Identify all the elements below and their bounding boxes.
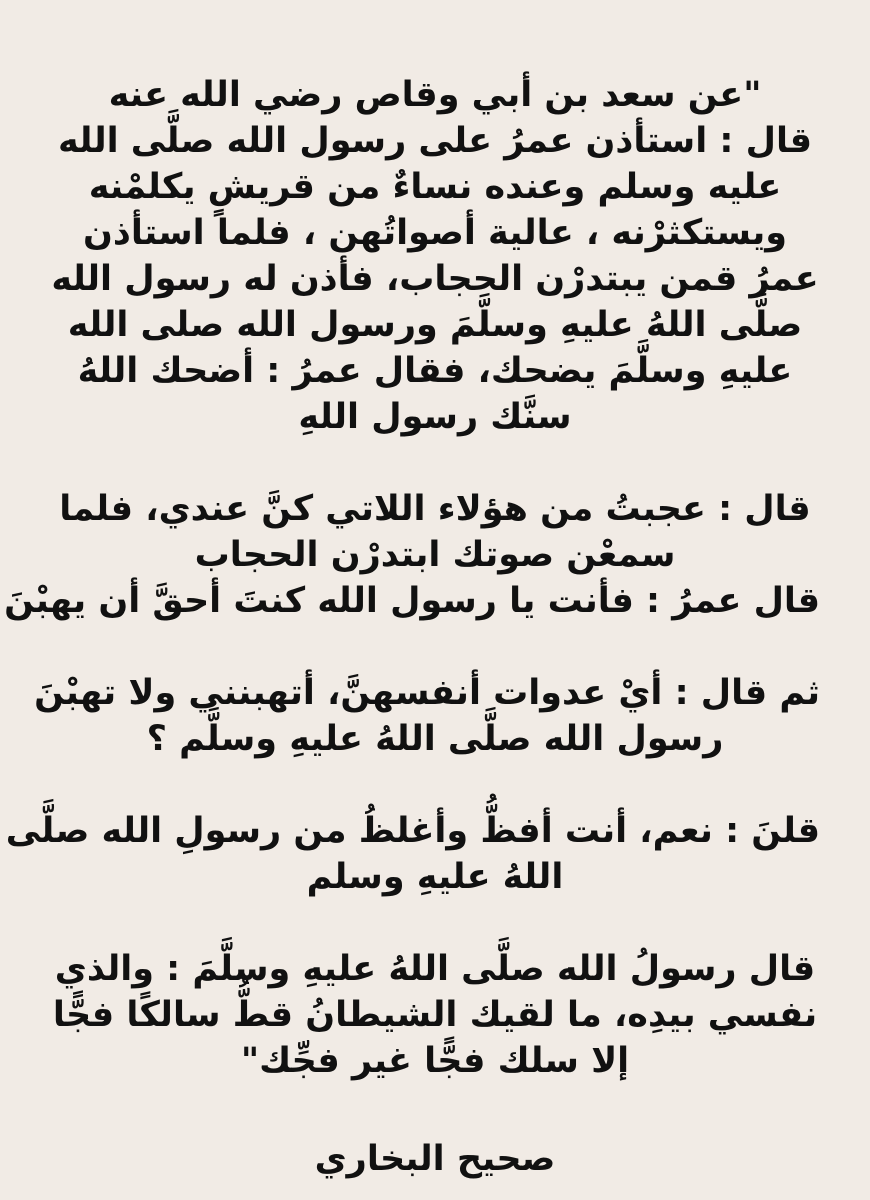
text-line: قال رسولُ الله صلَّى اللهُ عليهِ وسلَّمَ : والذي bbox=[54, 949, 816, 989]
text-line: سمعْن صوتك ابتدرْن الحجاب bbox=[194, 535, 676, 575]
hadith-paragraph-3 bbox=[34, 670, 820, 762]
text-line: سنَّك رسول اللهِ bbox=[298, 397, 572, 437]
text-line: ويستكثرْنه ، عالية أصواتُهن ، فلما استأذن bbox=[83, 213, 787, 253]
text-line: قال عمرُ : فأنت يا رسول الله كنتَ أحقَّ أن يهبْنَ bbox=[4, 581, 820, 621]
text-line: عمرُ قمن يبتدرْن الحجاب، فأذن له رسول الله bbox=[51, 259, 819, 299]
hadith-paragraph-2 bbox=[4, 486, 820, 624]
text-line: ثم قال : أيْ عدوات أنفسهنَّ، أتهبنني ولا تهبْنَ bbox=[34, 673, 820, 713]
hadith-paragraph-5 bbox=[50, 946, 820, 1084]
text-line: قال : عجبتُ من هؤلاء اللاتي كنَّ عندي، فلما bbox=[59, 489, 811, 529]
text-line: اللهُ عليهِ وسلم bbox=[306, 857, 564, 897]
text-line: عليهِ وسلَّمَ يضحك، فقال عمرُ : أضحك اللهُ bbox=[77, 351, 793, 391]
source-citation: صحيح البخاري bbox=[314, 1139, 556, 1179]
hadith-paragraph-1 bbox=[50, 72, 820, 440]
text-line: عليه وسلم وعنده نساءٌ من قريشٍ يكلمْنه bbox=[88, 167, 782, 207]
text-line: إلا سلك فجًّا غير فجِّك" bbox=[240, 1041, 630, 1081]
text-line: قلنَ : نعم، أنت أفظُّ وأغلظُ من رسولِ الله صلَّى bbox=[5, 811, 820, 851]
hadith-paragraph-4 bbox=[5, 808, 820, 900]
text-line: "عن سعد بن أبي وقاص رضي الله عنه bbox=[108, 75, 762, 115]
text-line: قال : استأذن عمرُ على رسول الله صلَّى الله bbox=[57, 121, 813, 161]
text-line: نفسي بيدِه، ما لقيك الشيطانُ قطُّ سالكًا فجًّا bbox=[52, 995, 818, 1035]
text-line: صلَّى اللهُ عليهِ وسلَّمَ ورسول الله صلى الله bbox=[67, 305, 803, 345]
text-line: رسول الله صلَّى اللهُ عليهِ وسلَّم ؟ bbox=[146, 719, 724, 759]
